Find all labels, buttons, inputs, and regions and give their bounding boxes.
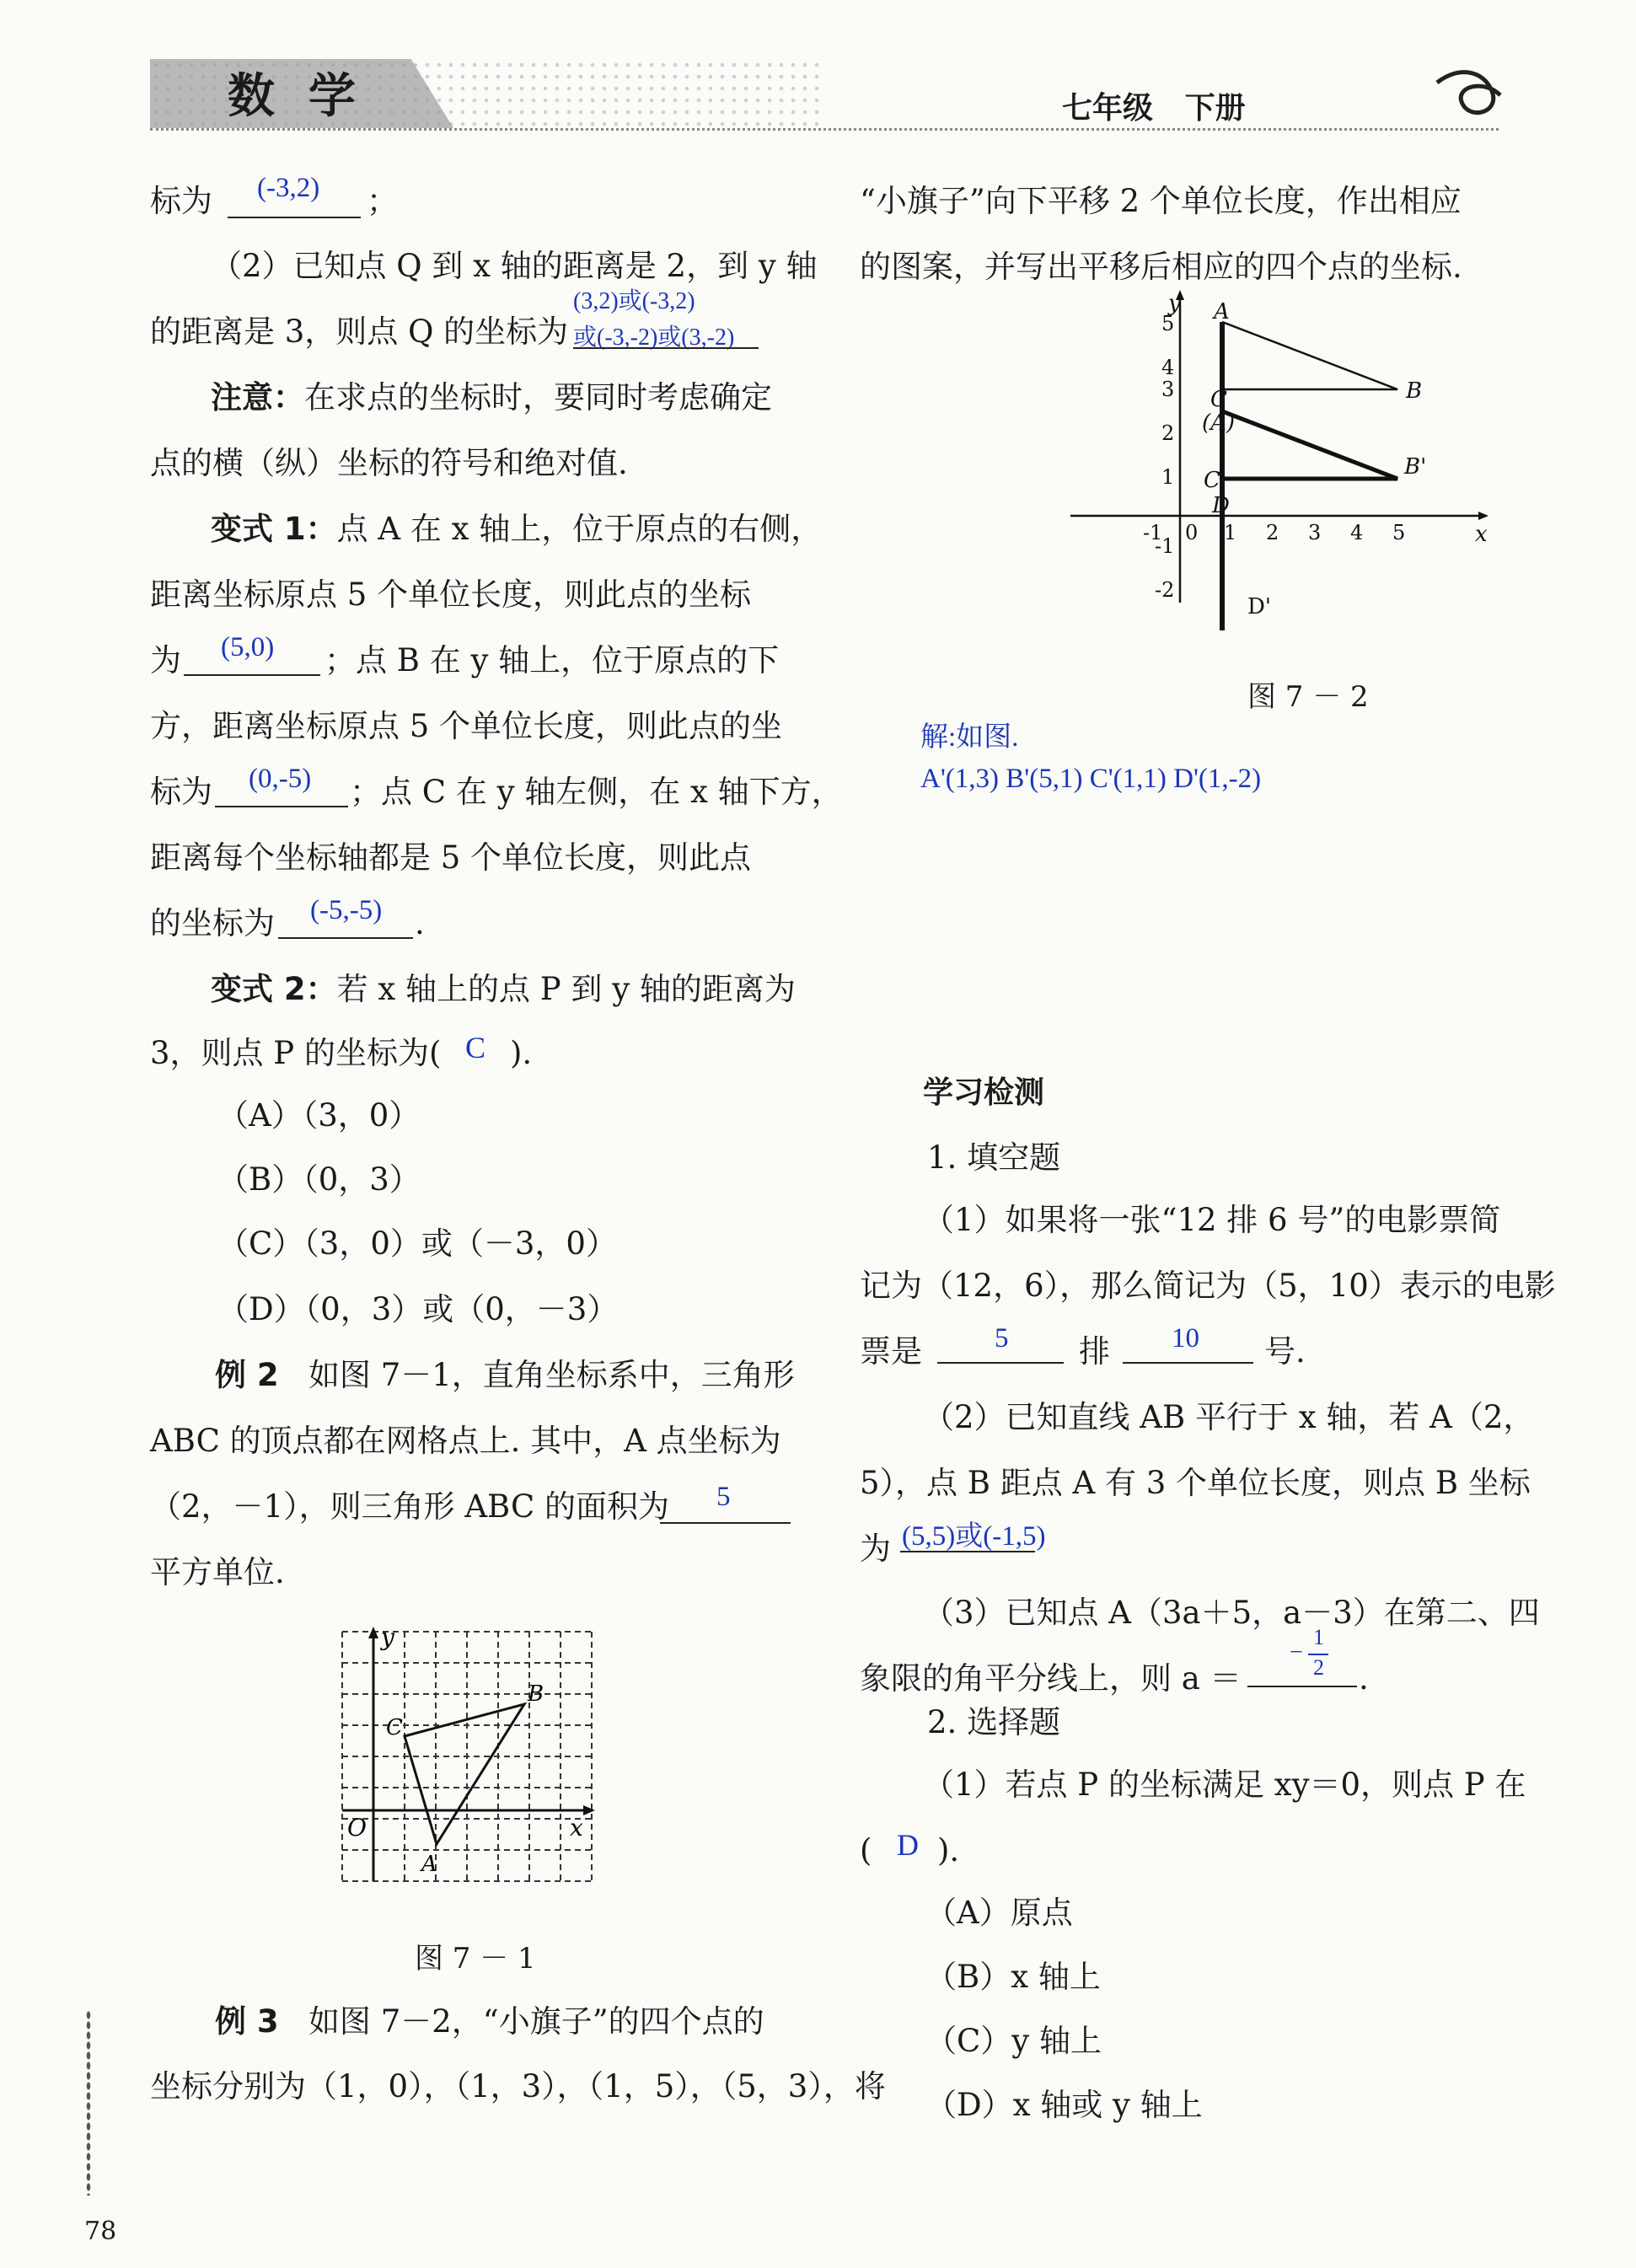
q1-1-line-3c: 号. bbox=[1264, 1333, 1306, 1370]
variant1-line-7a: 的坐标为 bbox=[150, 905, 275, 941]
blank-8 bbox=[1123, 1362, 1253, 1364]
q1-3-line-1: （3）已知点 A（3a＋5，a－3）在第二、四 bbox=[923, 1595, 1540, 1631]
q2-1-line-2a: ( bbox=[860, 1832, 872, 1869]
example2-line-4: 平方单位. bbox=[150, 1554, 285, 1590]
blank-3 bbox=[184, 674, 320, 676]
fig1-a-label: A bbox=[421, 1852, 437, 1877]
right-line-1: “小旗子”向下平移 2 个单位长度，作出相应 bbox=[860, 183, 1462, 219]
tick-x-2: 2 bbox=[1266, 521, 1279, 544]
tick-y-5: 5 bbox=[1161, 312, 1175, 335]
answer-v1-1: (5,0) bbox=[221, 632, 275, 662]
x-arrow-icon bbox=[1478, 512, 1488, 520]
fig2-c-prime-label: C' bbox=[1204, 468, 1227, 493]
fig1-x-label: x bbox=[570, 1814, 583, 1842]
tick-x-5: 5 bbox=[1392, 521, 1406, 544]
fig2-b-label: B bbox=[1406, 378, 1423, 404]
tick-y-3: 3 bbox=[1161, 378, 1175, 401]
variant2-line-2a: 3，则点 P 的坐标为( bbox=[150, 1035, 442, 1071]
blank-2 bbox=[573, 347, 759, 349]
q1-1-line-2: 记为（12，6），那么简记为（5，10）表示的电影 bbox=[860, 1268, 1556, 1304]
tick-y-2: 2 bbox=[1161, 421, 1175, 445]
variant1-line-4: 方，距离坐标原点 5 个单位长度，则此点的坐 bbox=[150, 708, 783, 744]
section-title: 学习检测 bbox=[923, 1075, 1045, 1110]
blank-6 bbox=[660, 1522, 791, 1524]
tick-x-0: 0 bbox=[1185, 521, 1199, 544]
header-rule bbox=[150, 128, 1499, 131]
fig1-origin-label: O bbox=[347, 1814, 367, 1842]
answer-q1-2: (5,5)或(-1,5) bbox=[902, 1521, 1046, 1552]
option-b: （B）（0，3） bbox=[217, 1161, 421, 1198]
q1-1-line-3b: 排 bbox=[1079, 1333, 1110, 1370]
variant1-line-5a: 标为 bbox=[150, 774, 212, 810]
right-line-2: 的图案，并写出平移后相应的四个点的坐标. bbox=[860, 249, 1462, 285]
fig2-d-label: D bbox=[1212, 493, 1230, 518]
variant1-line-5b: ；点 C 在 y 轴左侧，在 x 轴下方， bbox=[350, 774, 843, 810]
q1-2-line-2: 5），点 B 距点 A 有 3 个单位长度，则点 B 坐标 bbox=[860, 1465, 1531, 1501]
fig2-x-label: x bbox=[1475, 522, 1488, 547]
grid-lines bbox=[342, 1632, 595, 1881]
left-line-1: 标为 bbox=[150, 183, 212, 219]
answer-q1-3-sign: − bbox=[1290, 1639, 1303, 1665]
question-2-title: 2. 选择题 bbox=[927, 1704, 1061, 1740]
note-line-2: 点的横（纵）坐标的符号和绝对值. bbox=[150, 445, 628, 481]
q2-option-a: （A）原点 bbox=[925, 1895, 1073, 1931]
option-a: （A）（3，0） bbox=[217, 1097, 421, 1134]
q1-3-line-2: 象限的角平分线上，则 a ＝ bbox=[860, 1660, 1242, 1697]
grade-label: 七年级 下册 bbox=[1062, 91, 1246, 126]
example3-line-1: 例 3 如图 7－2，“小旗子”的四个点的 bbox=[215, 2003, 764, 2040]
tick-x-4: 4 bbox=[1350, 521, 1364, 544]
answer-v1-2: (0,-5) bbox=[249, 764, 312, 794]
fig2-a-label: A bbox=[1214, 299, 1230, 324]
solution-line-1: 解:如图. bbox=[920, 722, 1019, 753]
option-d: （D）（0，3）或（0，－3） bbox=[217, 1291, 619, 1327]
blank-9 bbox=[900, 1551, 1035, 1552]
fig2-a-prime-label: (A) bbox=[1202, 410, 1236, 436]
variant1-line-3b: ；点 B 在 y 轴上，位于原点的下 bbox=[325, 642, 780, 678]
variant2-line-2b: ). bbox=[510, 1035, 533, 1071]
blank-4 bbox=[215, 806, 348, 807]
variant1-line-1: 变式 1：点 A 在 x 轴上，位于原点的右侧， bbox=[211, 511, 823, 547]
q1-1-line-1: （1）如果将一张“12 排 6 号”的电影票简 bbox=[923, 1202, 1501, 1238]
margin-dots bbox=[86, 2010, 91, 2196]
fig2-b-prime-label: B' bbox=[1404, 454, 1427, 480]
example2-line-3: （2，－1），则三角形 ABC 的面积为 bbox=[150, 1488, 670, 1525]
variant2-line-1: 变式 2：若 x 轴上的点 P 到 y 轴的距离为 bbox=[211, 971, 796, 1007]
fig2-d-prime-label: D' bbox=[1247, 594, 1271, 619]
answer-v1-3: (-5,-5) bbox=[310, 895, 383, 925]
q2-option-b: （B）x 轴上 bbox=[925, 1959, 1101, 1995]
answer-q1-1a: 5 bbox=[995, 1323, 1009, 1354]
example3-line-2: 坐标分别为（1，0），（1，3），（1，5），（5，3），将 bbox=[150, 2068, 886, 2104]
blank-5 bbox=[278, 937, 413, 939]
swirl-logo-icon bbox=[1433, 66, 1509, 125]
left-line-3: 的距离是 3，则点 Q 的坐标为 bbox=[150, 314, 569, 350]
tick-y-4: 4 bbox=[1161, 356, 1175, 379]
answer-1: (-3,2) bbox=[257, 173, 320, 203]
figure-7-2-caption: 图 7 － 2 bbox=[1247, 680, 1369, 714]
tick-y-neg2: -2 bbox=[1155, 578, 1175, 602]
solution-line-2: A'(1,3) B'(5,1) C'(1,1) D'(1,-2) bbox=[920, 764, 1262, 794]
note-line-1: 注意：在求点的坐标时，要同时考虑确定 bbox=[211, 379, 772, 416]
answer-q2-1: D bbox=[897, 1828, 919, 1862]
answer-2a: (3,2)或(-3,2) bbox=[573, 288, 695, 314]
answer-ex2: 5 bbox=[716, 1482, 731, 1512]
variant1-line-3a: 为 bbox=[150, 642, 181, 678]
q1-3-line-2-end: . bbox=[1359, 1660, 1369, 1697]
figure-7-1-caption: 图 7 － 1 bbox=[415, 1942, 536, 1976]
example2-line-2: ABC 的顶点都在网格点上. 其中，A 点坐标为 bbox=[150, 1423, 781, 1459]
variant1-line-2: 距离坐标原点 5 个单位长度，则此点的坐标 bbox=[150, 576, 752, 613]
variant1-line-7b: . bbox=[415, 905, 425, 941]
left-line-2: （2）已知点 Q 到 x 轴的距离是 2，到 y 轴 bbox=[211, 248, 818, 284]
answer-q1-3-denominator: 2 bbox=[1313, 1655, 1324, 1680]
blank-7 bbox=[937, 1362, 1064, 1364]
option-c: （C）（3，0）或（－3，0） bbox=[217, 1225, 617, 1262]
translated-flag bbox=[1222, 411, 1397, 479]
fig2-y-label: y bbox=[1168, 291, 1181, 316]
tick-x-1: 1 bbox=[1224, 521, 1237, 544]
fig1-b-label: B bbox=[528, 1681, 544, 1707]
tick-x-3: 3 bbox=[1308, 521, 1322, 544]
answer-2b: 或(-3,-2)或(3,-2) bbox=[573, 324, 735, 351]
answer-q1-1b: 10 bbox=[1172, 1323, 1199, 1354]
tick-y-neg1: -1 bbox=[1155, 534, 1175, 558]
subject-title: 数学 bbox=[228, 69, 389, 124]
tick-y-1: 1 bbox=[1161, 465, 1175, 489]
figure-7-1 bbox=[337, 1627, 607, 1896]
q2-option-c: （C）y 轴上 bbox=[925, 2023, 1102, 2059]
figure-7-2 bbox=[1070, 287, 1509, 649]
blank-1 bbox=[228, 217, 361, 218]
fig2-c-label: C bbox=[1210, 387, 1227, 412]
example2-line-1: 例 2 如图 7－1，直角坐标系中，三角形 bbox=[215, 1357, 795, 1393]
blank-10 bbox=[1247, 1686, 1357, 1687]
variant1-line-6: 距离每个坐标轴都是 5 个单位长度，则此点 bbox=[150, 839, 752, 876]
q1-2-line-3: 为 bbox=[860, 1531, 891, 1567]
question-1-title: 1. 填空题 bbox=[927, 1139, 1061, 1176]
left-line-1-end: ； bbox=[367, 183, 398, 219]
q2-1-line-2b: ). bbox=[937, 1832, 960, 1869]
x-ticks bbox=[1143, 521, 1405, 544]
fig1-c-label: C bbox=[386, 1715, 403, 1740]
original-flag bbox=[1222, 322, 1397, 389]
fig1-y-label: y bbox=[381, 1627, 394, 1651]
q1-1-line-3a: 票是 bbox=[860, 1333, 922, 1370]
q1-2-line-1: （2）已知直线 AB 平行于 x 轴，若 A（2， bbox=[923, 1399, 1535, 1435]
page-number: 78 bbox=[84, 2217, 117, 2246]
answer-q1-3-numerator: 1 bbox=[1313, 1625, 1324, 1649]
x-arrow-icon bbox=[583, 1805, 595, 1815]
tick-x-neg1: -1 bbox=[1143, 521, 1163, 544]
y-ticks bbox=[1155, 312, 1174, 602]
q2-option-d: （D）x 轴或 y 轴上 bbox=[925, 2087, 1203, 2123]
answer-v2: C bbox=[465, 1031, 486, 1064]
q2-1-line-1: （1）若点 P 的坐标满足 xy＝0，则点 P 在 bbox=[923, 1767, 1526, 1803]
